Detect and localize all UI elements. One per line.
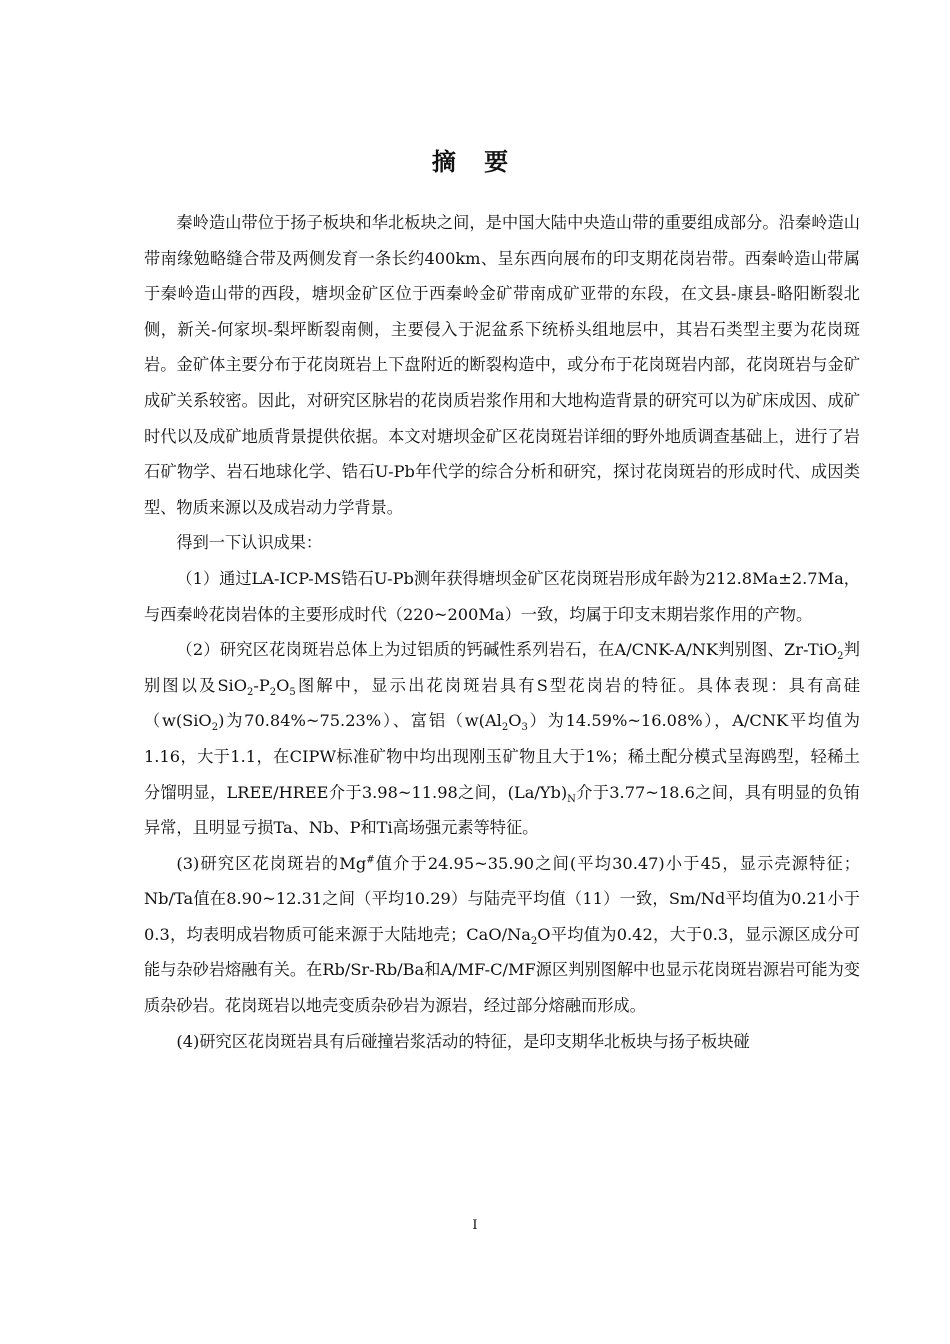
abstract-title: 摘 要 (431, 147, 519, 176)
paragraph-2: 得到一下认识成果： (176, 533, 323, 553)
abstract-body (144, 205, 860, 1059)
paragraph-4: （2）研究区花岗斑岩总体上为过铝质的钙碱性系列岩石，在A/CNK-A/NK判别图、Zr-TiO$_2$判别图以及$SiO_2-P_2O_5$图解中，显示出花岗斑岩具有S型花岗岩的特征。具体表现：具有高硅（w(SiO$_2$)为70.84%~75.23%）、富铝（$w(Al_2O_3)$为14.59%~16.08%），A/CNK平均值为1.16，大于1.1，在CIPW标准矿物中均出现刚玉矿物且大于1%；稀土配分模式呈海鸥型，轻稀土分馏明显，LREE/HREE介于3.98~11.98之间，$(La/Yb)_N$介于3.77~18.6之间，具有明显的负铕异常，且明显亏损Ta、Nb、P和Ti高场强元素等特征。 (144, 640, 860, 838)
paragraph-3: （1）通过LA-ICP-MS锆石U-Pb测年获得塘坝金矿区花岗斑岩形成年龄为212.8Ma±2.7Ma，与西秦岭花岗岩体的主要形成时代（220~200Ma）一致，均属于印支末期岩浆作用的产物。 (144, 568, 860, 624)
page-number: I (472, 1218, 478, 1233)
paragraph-6: (4)研究区花岗斑岩具有后碰撞岩浆活动的特征，是印支期华北板块与扬子板块碰 (176, 1031, 750, 1051)
paragraph-1: 秦岭造山带位于扬子板块和华北板块之间，是中国大陆中央造山带的重要组成部分。沿秦岭造山带南缘勉略缝合带及两侧发育一条长约400km、呈东西向展布的印支期花岗岩带。西秦岭造山带属于秦岭造山带的西段，塘坝金矿区位于西秦岭金矿带南成矿亚带的东段，在文县-康县-略阳断裂北侧，新关-何家坝-梨坪断裂南侧，主要侵入于泥盆系下统桥头组地层中，其岩石类型主要为花岗斑岩。金矿体主要分布于花岗斑岩上下盘附近的断裂构造中，或分布于花岗斑岩内部，花岗斑岩与金矿成矿关系较密。因此，对研究区脉岩的花岗质岩浆作用和大地构造背景的研究可以为矿床成因、成矿时代以及成矿地质背景提供依据。本文对塘坝金矿区花岗斑岩详细的野外地质调查基础上，进行了岩石矿物学、岩石地球化学、锆石U-Pb年代学的综合分析和研究，探讨花岗斑岩的形成时代、成因类型、物质来源以及成岩动力学背景。 (144, 213, 860, 517)
paragraph-5: (3)研究区花岗斑岩的Mg#值介于24.95~35.90之间(平均30.47)小于45，显示壳源特征；Nb/Ta值在8.90~12.31之间（平均10.29）与陆壳平均值（11）一致，Sm/Nd平均值为0.21小于0.3，均表明成岩物质可能来源于大陆地壳；CaO/$Na_2O$平均值为0.42，大于0.3，显示源区成分可能与杂砂岩熔融有关。在Rb/Sr-Rb/Ba和A/MF-C/MF源区判别图解中也显示花岗斑岩源岩可能为变质杂砂岩。花岗斑岩以地壳变质杂砂岩为源岩，经过部分熔融而形成。 (144, 853, 860, 1016)
